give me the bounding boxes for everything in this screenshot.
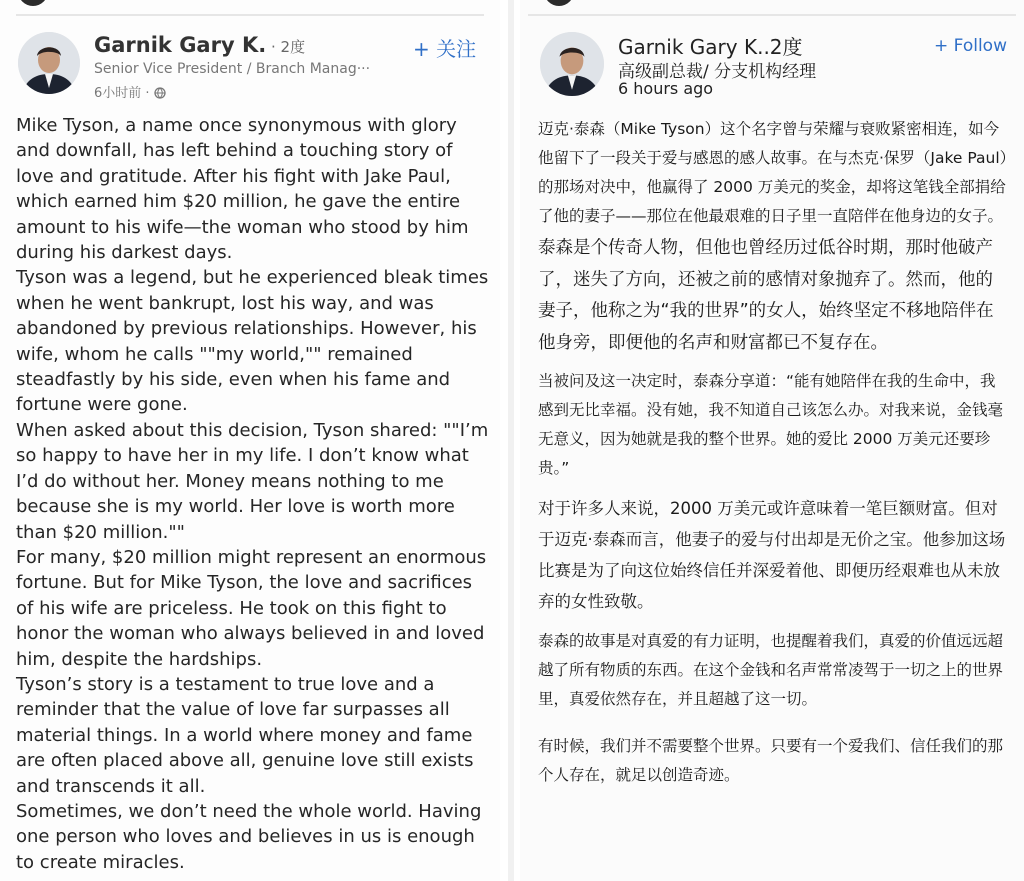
author-headline: Senior Vice President / Branch Manag··· xyxy=(94,61,371,77)
follow-button[interactable]: + 关注 xyxy=(413,37,477,61)
left-post-card xyxy=(0,0,500,881)
top-divider xyxy=(16,0,484,16)
top-divider xyxy=(528,0,1016,16)
panel-divider xyxy=(508,0,514,881)
author-avatar[interactable] xyxy=(18,32,80,94)
right-post-card xyxy=(520,0,1024,881)
post-paragraph: When asked about this decision, Tyson shared: ""I’m so happy to have her in my life. I don’t know what I’d do without her. Money means nothing to me because she is my world. Her love is worth more than $20 million."" xyxy=(16,419,489,543)
post-paragraph: 有时候，我们并不需要整个世界。只要有一个爱我们、信任我们的那个人存在，就足以创造奇迹。 xyxy=(538,737,1004,784)
author-headline: 高级副总裁/ 分支机构经理 xyxy=(618,62,817,82)
post-body xyxy=(16,113,491,875)
post-paragraph: Mike Tyson, a name once synonymous with glory and downfall, has left behind a touching story of love and gratitude. After his fight with Jake Paul, which earned him $20 million, he gave the entire amount to his wife—the woman who stood by him during his darkest days. xyxy=(16,115,469,264)
post-paragraph: 当被问及这一决定时，泰森分享道：“能有她陪伴在我的生命中，我感到无比幸福。没有她，我不知道自己该怎么办。对我来说，金钱毫无意义，因为她就是我的整个世界。她的爱比 2000 万美元还要珍贵。” xyxy=(538,372,1004,477)
post-paragraph: Sometimes, we don’t need the whole world. Having one person who loves and believes in us is enough to create miracles. xyxy=(16,800,482,873)
post-paragraph: For many, $20 million might represent an enormous fortune. But for Mike Tyson, the love and sacrifices of his wife are priceless. He took on this fight to honor the woman who always believed in and loved him, despite the hardships. xyxy=(16,546,487,670)
connection-degree: · 2度 xyxy=(266,38,306,56)
author-name[interactable]: Garnik Gary K..2度 xyxy=(618,35,803,59)
post-paragraph: Tyson’s story is a testament to true love and a reminder that the value of love far surpasses all material things. In a world where money and fame are often placed above all, genuine love still exists and transcends it all. xyxy=(16,673,474,797)
post-paragraph: 迈克·泰森（Mike Tyson）这个名字曾与荣耀与衰败紧密相连，如今他留下了一段关于爱与感恩的感人故事。在与杰克·保罗（Jake Paul）的那场对决中，他赢得了 2000 万美元的奖金，却将这笔钱全部捐给了他的妻子——那位在他最艰难的日子里一直陪伴在他身边的女子。 xyxy=(538,120,1008,225)
post-paragraph: 泰森的故事是对真爱的有力证明，也提醒着我们，真爱的价值远远超越了所有物质的东西。在这个金钱和名声常常凌驾于一切之上的世界里，真爱依然存在，并且超越了这一切。 xyxy=(538,632,1004,708)
author-name-row xyxy=(94,33,305,57)
post-body xyxy=(538,115,1008,790)
globe-icon xyxy=(154,87,166,103)
follow-button[interactable]: + Follow xyxy=(934,36,1007,56)
post-timestamp: 6小时前 · xyxy=(94,86,154,101)
post-timestamp: 6 hours ago xyxy=(618,79,714,98)
author-name[interactable]: Garnik Gary K. xyxy=(94,33,267,57)
post-paragraph: Tyson was a legend, but he experienced bleak times when he went bankrupt, lost his way, and was abandoned by previous relationships. However, his wife, whom he calls ""my world,"" remained steadfastly by his side, even when his fame and fortune were gone. xyxy=(16,267,489,416)
author-avatar[interactable] xyxy=(540,32,604,96)
post-paragraph: 泰森是个传奇人物，但他也曾经历过低谷时期，那时他破产了，迷失了方向，还被之前的感情对象抛弃了。然而，他的妻子，他称之为“我的世界”的女人，始终坚定不移地陪伴在他身旁，即便他的名声和财富都已不复存在。 xyxy=(538,238,994,353)
post-paragraph: 对于许多人来说，2000 万美元或许意味着一笔巨额财富。但对于迈克·泰森而言，他妻子的爱与付出却是无价之宝。他参加这场比赛是为了向这位始终信任并深爱着他、即便历经艰难也从未放弃的女性致敬。 xyxy=(538,499,1006,611)
author-name-row xyxy=(618,31,803,60)
post-timestamp-row xyxy=(94,82,166,103)
